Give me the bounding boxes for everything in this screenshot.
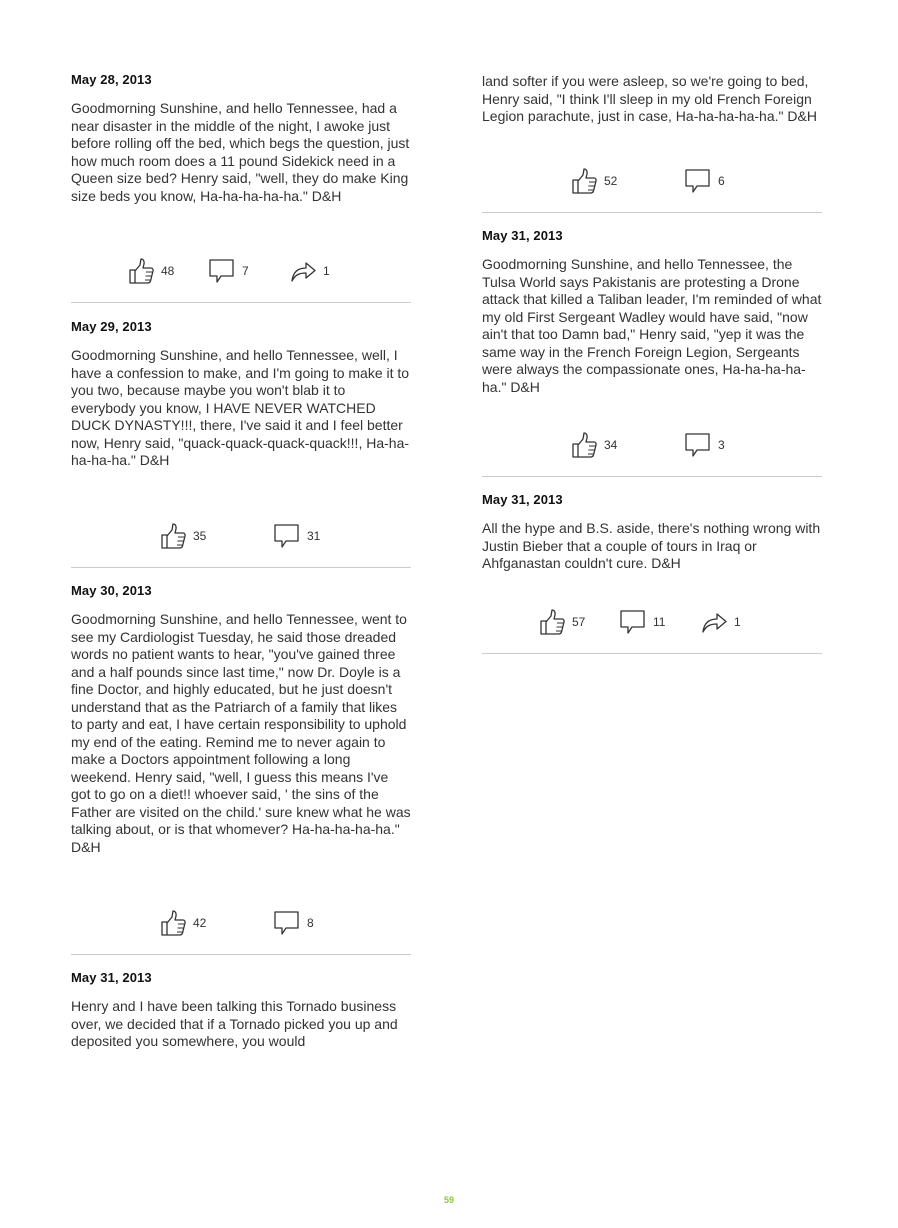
like-count: 42 [193,916,207,930]
speech-bubble-icon [684,431,712,459]
post-actions [71,908,411,938]
page-number: 59 [443,1195,454,1205]
comment-button[interactable] [684,166,725,196]
post-date: May 31, 2013 [71,970,152,985]
divider [482,212,822,213]
thumbs-up-icon [159,909,187,937]
speech-bubble-icon [619,608,647,636]
thumbs-up-icon [159,522,187,550]
comment-button[interactable] [684,430,725,460]
like-button[interactable] [159,521,206,551]
post-continuation [482,60,822,126]
speech-bubble-icon [273,522,301,550]
divider [482,653,822,654]
post-actions [482,430,822,460]
post-actions [482,166,822,196]
comment-count: 8 [307,916,314,930]
like-button[interactable] [538,607,585,637]
speech-bubble-icon [273,909,301,937]
post-may-31-drone [482,228,822,396]
post-date: May 31, 2013 [482,228,563,243]
share-button[interactable] [700,607,741,637]
share-button[interactable] [289,256,330,286]
like-count: 57 [572,615,586,629]
share-arrow-icon [289,257,317,285]
comment-count: 11 [653,615,666,629]
share-arrow-icon [700,608,728,636]
like-button[interactable] [570,430,617,460]
post-may-30 [71,583,411,856]
post-actions [71,256,411,286]
divider [482,476,822,477]
speech-bubble-icon [208,257,236,285]
post-date: May 31, 2013 [482,492,563,507]
post-text: Henry and I have been talking this Tornado business over, we decided that if a Tornado picked you up and deposited you somewhere, you would [71,998,398,1049]
speech-bubble-icon [684,167,712,195]
post-date: May 29, 2013 [71,319,152,334]
post-may-28 [71,72,411,205]
thumbs-up-icon [570,167,598,195]
like-button[interactable] [127,256,174,286]
thumbs-up-icon [570,431,598,459]
like-count: 34 [604,438,618,452]
like-count: 52 [604,174,618,188]
like-count: 48 [161,264,175,278]
thumbs-up-icon [127,257,155,285]
divider [71,302,411,303]
comment-button[interactable] [273,908,314,938]
comment-count: 7 [242,264,249,278]
post-may-31-bieber [482,492,822,573]
post-text: land softer if you were asleep, so we're going to bed, Henry said, "I think I'll sleep in my old French Foreign Legion parachute, just in case, Ha-ha-ha-ha-ha." D&H [482,73,817,124]
share-count: 1 [323,264,330,278]
comment-count: 6 [718,174,725,188]
comment-button[interactable] [619,607,665,637]
post-text: Goodmorning Sunshine, and hello Tennessee, the Tulsa World says Pakistanis are protesting a Drone attack that killed a Taliban leader, I'm reminded of what my old First Sergeant Wadley would have said, "now ain't that too Damn bad," Henry said, "yep it was the same way in the French Foreign Legion, Sergeants were always the compassionate ones, Ha-ha-ha-ha-ha." D&H [482,256,822,395]
post-date: May 28, 2013 [71,72,152,87]
post-text: All the hype and B.S. aside, there's nothing wrong with Justin Bieber that a couple of tours in Iraq or Ahfganastan couldn't cure. D&H [482,520,821,571]
thumbs-up-icon [538,608,566,636]
divider [71,954,411,955]
share-count: 1 [734,615,741,629]
comment-count: 31 [307,529,321,543]
post-actions [71,521,411,551]
comment-button[interactable] [273,521,320,551]
like-count: 35 [193,529,207,543]
like-button[interactable] [159,908,206,938]
like-button[interactable] [570,166,617,196]
post-text: Goodmorning Sunshine, and hello Tennessee, had a near disaster in the middle of the night, I awoke just before rolling off the bed, which begs the question, just how much room does a 11 pound Sidekick need in a Queen size bed? Henry said, "well, they do make King size beds you know, Ha-ha-ha-ha-ha." D&H [71,100,410,204]
comment-count: 3 [718,438,725,452]
comment-button[interactable] [208,256,249,286]
divider [71,567,411,568]
post-may-29 [71,319,411,470]
post-actions [482,607,822,637]
post-text: Goodmorning Sunshine, and hello Tennessee, went to see my Cardiologist Tuesday, he said those dreaded words no patient wants to hear, "you've gained three and a half pounds since last time," now Dr. Doyle is a fine Doctor, and highly educated, but he just doesn't understand that as the Patriarch of a family that likes to party and eat, I have certain responsibility to uphold my end of the eating. Remind me to never again to make a Doctors appointment following a long weekend. Henry said, "well, I guess this means I've got to go on a diet!! whoever said, ' the sins of the Father are visited on the child.' sure knew what he was talking about, or is that whomever? Ha-ha-ha-ha-ha." D&H [71,611,411,855]
post-text: Goodmorning Sunshine, and hello Tennessee, well, I have a confession to make, and I'm going to make it to you two, because maybe you won't blab it to everybody you know, I HAVE NEVER WATCHED DUCK DYNASTY!!!, there, I've said it and I feel better now, Henry said, "quack-quack-quack-quack!!!, Ha-ha-ha-ha-ha." D&H [71,347,410,468]
post-may-31-tornado [71,970,411,1051]
post-date: May 30, 2013 [71,583,152,598]
